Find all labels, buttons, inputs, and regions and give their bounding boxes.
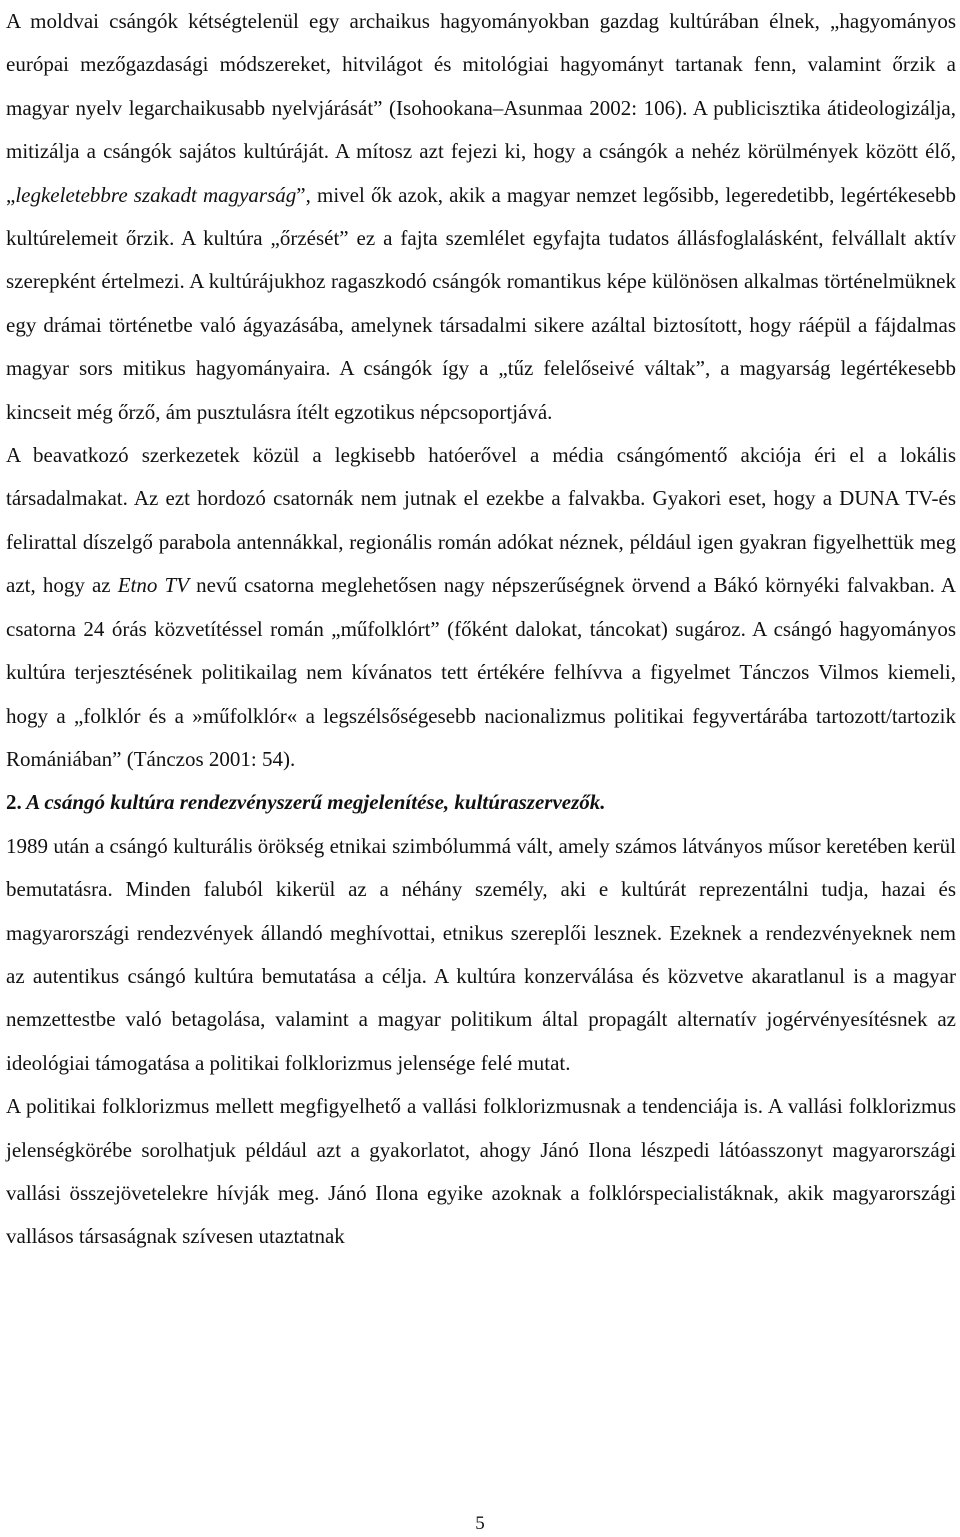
text-segment: A beavatkozó szerkezetek közül a legkisebb hatóerővel a média csángómentő akciója éri el a lokális társadalmakat. Az ezt hordozó csatornák nem jutnak el ezekbe a falvakba. Gyakori eset, hogy a DUNA TV-és felirattal díszelgő parabola antennákkal, regionális román adókat néznek, például igen gyakran figyelhettük meg azt, hogy az — [6, 443, 956, 598]
page-number: 5 — [475, 1513, 485, 1534]
paragraph-2 — [6, 434, 956, 781]
paragraph-3 — [6, 825, 956, 1085]
italic-phrase: Etno TV — [117, 573, 190, 598]
section-number: 2. — [6, 790, 22, 815]
text-segment: 1989 után a csángó kulturális örökség etnikai szimbólummá vált, amely számos látványos műsor keretében kerül bemutatásra. Minden faluból kikerül az a néhány személy, aki e kultúrát reprezentálni tudja, hazai és magyarországi rendezvények állandó meghívottai, etnikus szereplői lesznek. Ezeknek a rendezvényeknek nem az autentikus csángó kultúra bemutatása a célja. A kultúra konzerválása és közvetve akaratlanul is a magyar nemzettestbe való betagolása, valamint a magyar politikum által propagált alternatív jogérvényesítésnek az ideológiai támogatása a politikai folklorizmus jelensége felé mutat. — [6, 833, 956, 1075]
section-title: A csángó kultúra rendezvényszerű megjelenítése, kultúraszervezők. — [26, 790, 606, 815]
paragraph-4 — [6, 1085, 956, 1259]
italic-phrase: legkeletebbre szakadt magyarság — [15, 182, 297, 207]
text-segment: A moldvai csángók kétségtelenül egy archaikus hagyományokban gazdag kultúrában élnek, „hagyományos európai mezőgazdasági módszereket, hitvilágot és mitológiai hagyományt tartanak fenn, valamint őrzik a magyar nyelv legarchaikusabb nyelvjárását” (Isohookana–Asunmaa 2002: 106). A publicisztika átideologizálja, mitizálja a csángók sajátos kultúráját. A mítosz azt fejezi ki, hogy a csángók a nehéz körülmények között élő, „ — [6, 9, 956, 207]
text-segment: A politikai folklorizmus mellett megfigyelhető a vallási folklorizmusnak a tendenciája is. A vallási folklorizmus jelenségkörébe sorolhatjuk például azt a gyakorlatot, ahogy Jánó Ilona lészpedi látóasszonyt magyarországi vallási összejövetelekre hívják meg. Jánó Ilona egyike azoknak a folklórspecialistáknak, akik magyarországi vallásos társaságnak szívesen utaztatnak — [6, 1094, 956, 1249]
text-segment: nevű csatorna meglehetősen nagy népszerűségnek örvend a Bákó környéki falvakban. A csatorna 24 órás közvetítéssel román „műfolklórt” (főként dalokat, táncokat) sugároz. A csángó hagyományos kultúra terjesztésének politikailag nem kívánatos tett értékére felhívva a figyelmet Tánczos Vilmos kiemeli, hogy a „folklór és a »műfolklór« a legszélsőségesebb nacionalizmus politikai fegyvertárába tartozott/tartozik Romániában” (Tánczos 2001: 54). — [6, 573, 957, 771]
document-page — [6, 0, 956, 1259]
section-heading — [6, 781, 956, 824]
text-segment: ”, mivel ők azok, akik a magyar nemzet legősibb, legeredetibb, legértékesebb kultúrelemeit őrzik. A kultúra „őrzését” ez a fajta szemlélet egyfajta tudatos állásfoglalásként, felvállalt aktív szerepként értelmezi. A kultúrájukhoz ragaszkodó csángók romantikus képe különösen alkalmas történelmüknek egy drámai történetbe való ágyazásába, amelynek társadalmi sikere azáltal biztosított, hogy ráépül a fájdalmas magyar sors mitikus hagyományaira. A csángók így a „tűz felelőseivé váltak”, a magyarság legértékesebb kincseit még őrző, ám pusztulásra ítélt egzotikus népcsoportjává. — [6, 182, 956, 424]
paragraph-1 — [6, 0, 956, 434]
